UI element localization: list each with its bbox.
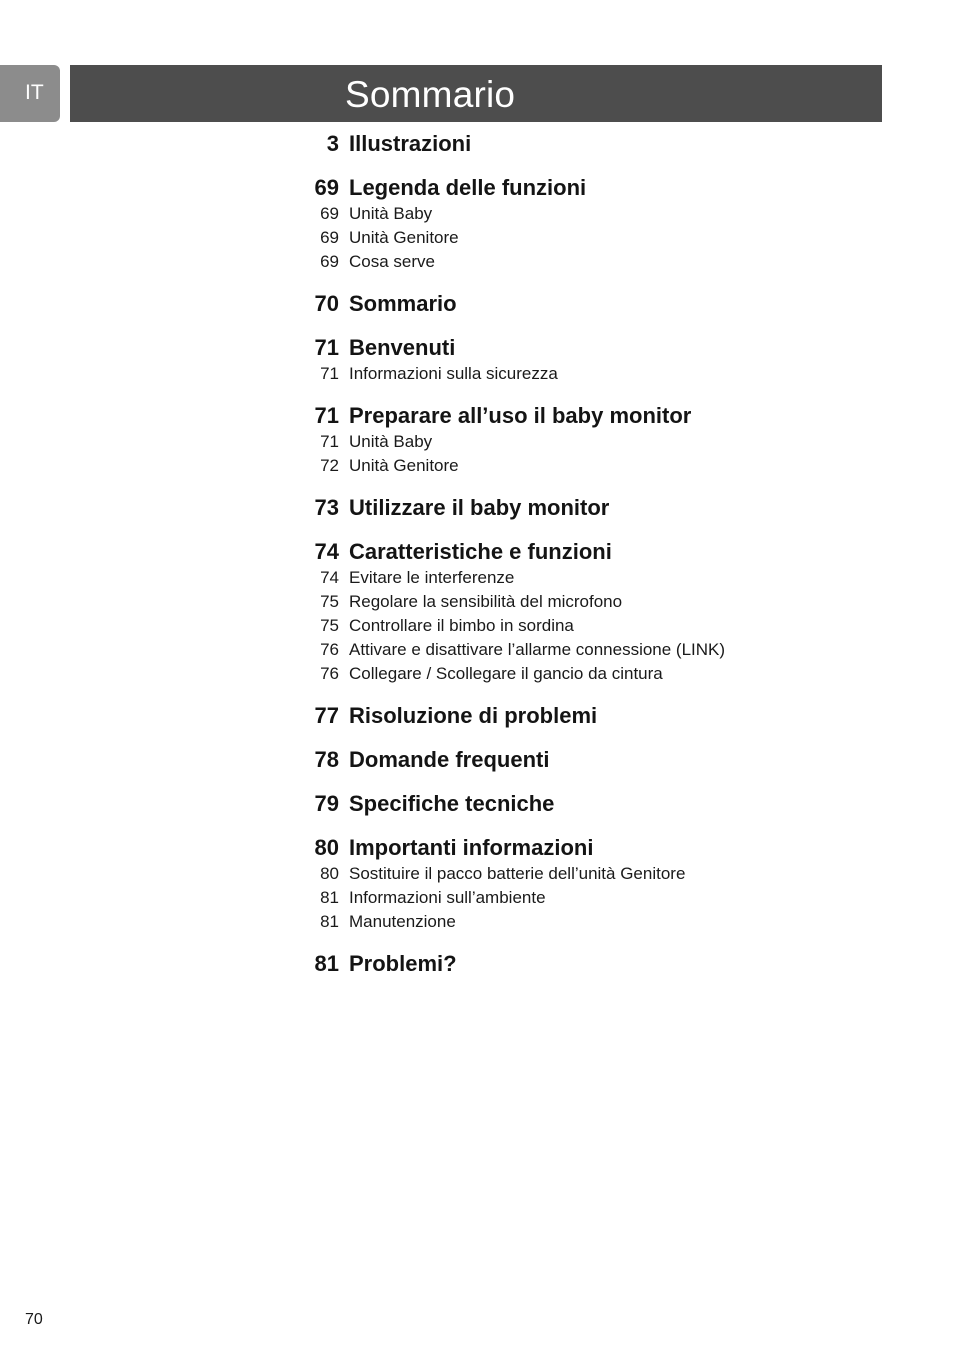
toc-heading[interactable] bbox=[300, 746, 880, 774]
toc-subitem[interactable] bbox=[300, 862, 880, 886]
toc-heading[interactable] bbox=[300, 494, 880, 522]
language-code: IT bbox=[25, 81, 44, 104]
toc-heading-title: Sommario bbox=[349, 291, 457, 316]
page-number: 70 bbox=[25, 1311, 43, 1328]
toc-subitem-title: Informazioni sulla sicurezza bbox=[349, 364, 558, 383]
toc-heading-page: 79 bbox=[314, 791, 339, 816]
toc-heading-title: Risoluzione di problemi bbox=[349, 703, 598, 728]
toc-heading-title: Caratteristiche e funzioni bbox=[349, 539, 612, 564]
toc-heading[interactable] bbox=[300, 334, 880, 362]
toc-subitem-page: 71 bbox=[320, 364, 339, 383]
toc-heading-page: 80 bbox=[314, 835, 339, 860]
toc-subitem[interactable] bbox=[300, 614, 880, 638]
toc-heading[interactable] bbox=[300, 702, 880, 730]
toc-subitem[interactable] bbox=[300, 202, 880, 226]
toc-subitem-title: Informazioni sull’ambiente bbox=[349, 888, 546, 907]
toc-section bbox=[300, 402, 880, 478]
toc-section bbox=[300, 746, 880, 774]
toc-subitem-page: 72 bbox=[320, 456, 339, 475]
toc-heading-title: Importanti informazioni bbox=[349, 835, 594, 860]
toc-heading-page: 70 bbox=[314, 291, 339, 316]
toc-heading-title: Utilizzare il baby monitor bbox=[349, 495, 610, 520]
toc-heading-title: Domande frequenti bbox=[349, 747, 550, 772]
toc-heading[interactable] bbox=[300, 290, 880, 318]
toc-heading-page: 71 bbox=[314, 403, 339, 428]
toc-subitem[interactable] bbox=[300, 662, 880, 686]
toc-section bbox=[300, 290, 880, 318]
toc-subitem-page: 81 bbox=[320, 888, 339, 907]
language-tab bbox=[0, 65, 60, 122]
toc-section bbox=[300, 130, 880, 158]
toc-subitem[interactable] bbox=[300, 430, 880, 454]
toc-section bbox=[300, 790, 880, 818]
toc-subitem[interactable] bbox=[300, 590, 880, 614]
toc-subitem-title: Unità Baby bbox=[349, 432, 433, 451]
toc-heading[interactable] bbox=[300, 790, 880, 818]
toc-heading[interactable] bbox=[300, 834, 880, 862]
toc-heading-title: Specifiche tecniche bbox=[349, 791, 555, 816]
toc-heading[interactable] bbox=[300, 950, 880, 978]
toc-subitem-page: 69 bbox=[320, 204, 339, 223]
toc-subitem-page: 80 bbox=[320, 864, 339, 883]
toc-subitem-title: Regolare la sensibilità del microfono bbox=[349, 592, 623, 611]
toc-subitem-page: 75 bbox=[320, 592, 339, 611]
toc-subitem-page: 71 bbox=[320, 432, 339, 451]
toc-heading[interactable] bbox=[300, 538, 880, 566]
table-of-contents bbox=[300, 130, 880, 994]
toc-subitem[interactable] bbox=[300, 886, 880, 910]
toc-section bbox=[300, 174, 880, 274]
toc-heading-page: 81 bbox=[314, 951, 339, 976]
toc-subitem-page: 69 bbox=[320, 252, 339, 271]
toc-subitem-page: 76 bbox=[320, 664, 339, 683]
toc-subitem[interactable] bbox=[300, 226, 880, 250]
toc-heading-page: 69 bbox=[314, 175, 339, 200]
toc-subitem[interactable] bbox=[300, 362, 880, 386]
toc-heading-title: Illustrazioni bbox=[349, 131, 472, 156]
toc-heading-title: Benvenuti bbox=[349, 335, 456, 360]
toc-subitem-page: 74 bbox=[320, 568, 339, 587]
toc-section bbox=[300, 950, 880, 978]
toc-subitem[interactable] bbox=[300, 910, 880, 934]
toc-section bbox=[300, 334, 880, 386]
toc-subitem-title: Unità Genitore bbox=[349, 228, 459, 247]
toc-heading-title: Preparare all’uso il baby monitor bbox=[349, 403, 692, 428]
title-bar bbox=[70, 65, 882, 122]
toc-subitem-title: Unità Genitore bbox=[349, 456, 459, 475]
toc-subitem-title: Attivare e disattivare l’allarme connessione (LINK) bbox=[349, 640, 726, 659]
toc-section bbox=[300, 538, 880, 686]
toc-subitem[interactable] bbox=[300, 250, 880, 274]
toc-heading-page: 78 bbox=[314, 747, 339, 772]
page-title: Sommario bbox=[345, 74, 516, 115]
toc-section bbox=[300, 702, 880, 730]
toc-heading[interactable] bbox=[300, 130, 880, 158]
toc-subitem-page: 81 bbox=[320, 912, 339, 931]
toc-heading[interactable] bbox=[300, 402, 880, 430]
toc-heading-page: 73 bbox=[314, 495, 339, 520]
toc-subitem[interactable] bbox=[300, 454, 880, 478]
toc-subitem-title: Cosa serve bbox=[349, 252, 435, 271]
toc-heading[interactable] bbox=[300, 174, 880, 202]
toc-subitem-title: Unità Baby bbox=[349, 204, 433, 223]
toc-subitem-page: 76 bbox=[320, 640, 339, 659]
toc-heading-page: 74 bbox=[314, 539, 339, 564]
toc-subitem-title: Sostituire il pacco batterie dell’unità Genitore bbox=[349, 864, 686, 883]
toc-heading-title: Problemi? bbox=[349, 951, 457, 976]
toc-subitem-title: Evitare le interferenze bbox=[349, 568, 515, 587]
toc-section bbox=[300, 494, 880, 522]
toc-subitem-title: Controllare il bimbo in sordina bbox=[349, 616, 574, 635]
toc-subitem-page: 75 bbox=[320, 616, 339, 635]
toc-subitem-title: Manutenzione bbox=[349, 912, 456, 931]
toc-subitem-title: Collegare / Scollegare il gancio da cintura bbox=[349, 664, 663, 683]
toc-subitem-page: 69 bbox=[320, 228, 339, 247]
toc-section bbox=[300, 834, 880, 934]
toc-subitem[interactable] bbox=[300, 638, 880, 662]
toc-heading-page: 71 bbox=[314, 335, 339, 360]
toc-subitem[interactable] bbox=[300, 566, 880, 590]
toc-heading-page: 3 bbox=[326, 131, 339, 156]
toc-heading-page: 77 bbox=[314, 703, 339, 728]
toc-heading-title: Legenda delle funzioni bbox=[349, 175, 587, 200]
